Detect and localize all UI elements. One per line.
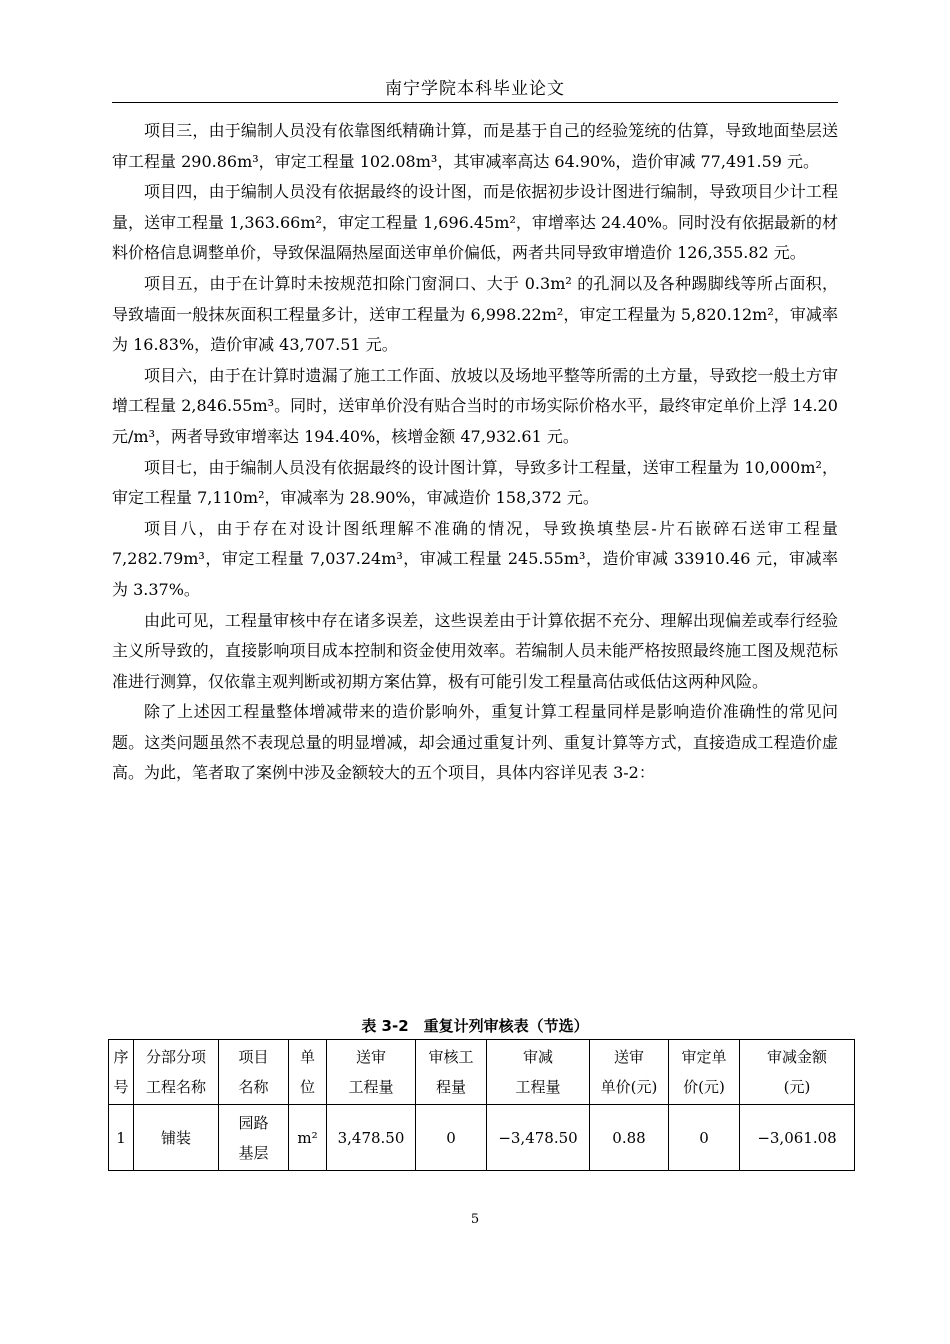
- running-header: 南宁学院本科毕业论文: [385, 79, 565, 99]
- body-text: [112, 116, 838, 789]
- paragraph-project-6: 项目六，由于在计算时遗漏了施工工作面、放坡以及场地平整等所需的土方量，导致挖一般土方审增工程量 2,846.55m³。同时，送审单价没有贴合当时的市场实际价格水平，最终审定单价上浮 14.20 元/m³，两者导致审增率达 194.40%，核增金额 47,932.61 元。: [112, 365, 838, 446]
- header-reduced-qty: 审减 工程量: [487, 1040, 590, 1105]
- cell-reduced-qty: −3,478.50: [487, 1105, 590, 1171]
- header-item-name: 项目 名称: [219, 1040, 289, 1105]
- paragraph-project-3: 项目三，由于编制人员没有依靠图纸精确计算，而是基于自己的经验笼统的估算，导致地面垫层送审工程量 290.86m³，审定工程量 102.08m³，其审减率高达 64.90%，造价审减 77,491.59 元。: [112, 121, 838, 171]
- cell-division-name: 铺装: [134, 1105, 219, 1171]
- paragraph-project-5: 项目五，由于在计算时未按规范扣除门窗洞口、大于 0.3m² 的孔洞以及各种踢脚线等所占面积，导致墙面一般抹灰面积工程量多计，送审工程量为 6,998.22m²，审定工程量为 5,820.12m²，审减率为 16.83%，造价审减 43,707.51 元。: [112, 273, 838, 355]
- header-audited-qty: 审核工 程量: [416, 1040, 487, 1105]
- cell-submitted-qty: 3,478.50: [327, 1105, 416, 1171]
- paragraph-project-7: 项目七，由于编制人员没有依据最终的设计图计算，导致多计工程量，送审工程量为 10,000m²，审定工程量 7,110m²，审减率为 28.90%，审减造价 158,372 元。: [112, 457, 838, 508]
- header-reduced-amount: 审减金额 (元): [740, 1040, 855, 1105]
- paragraph-project-4: 项目四，由于编制人员没有依据最终的设计图，而是依据初步设计图进行编制，导致项目少计工程量，送审工程量 1,363.66m²，审定工程量 1,696.45m²，审增率达 24.40%。同时没有依据最新的材料价格信息调整单价，导致保温隔热屋面送审单价偏低，两者共同导致审增造价 126,355.82 元。: [112, 182, 838, 263]
- header-divider: [112, 102, 838, 103]
- paragraph-project-8: 项目八，由于存在对设计图纸理解不准确的情况，导致换填垫层-片石嵌碎石送审工程量 7,282.79m³，审定工程量 7,037.24m³，审减工程量 245.55m³，造价审减 33910.46 元，审减率为 3.37%。: [112, 518, 838, 599]
- cell-unit: m²: [289, 1105, 327, 1171]
- header-submitted-qty: 送审 工程量: [327, 1040, 416, 1105]
- cell-audited-qty: 0: [416, 1105, 487, 1171]
- paragraph-summary: 由此可见，工程量审核中存在诸多误差，这些误差由于计算依据不充分、理解出现偏差或奉行经验主义所导致的，直接影响项目成本控制和资金使用效率。若编制人员未能严格按照最终施工图及规范标准进行测算，仅依靠主观判断或初期方案估算，极有可能引发工程量高估或低估这两种风险。: [112, 610, 838, 691]
- table-row: [109, 1105, 855, 1171]
- cell-seq: 1: [109, 1105, 134, 1171]
- duplicate-listing-review-table: [108, 1039, 855, 1171]
- cell-approved-price: 0: [669, 1105, 740, 1171]
- header-unit: 单 位: [289, 1040, 327, 1105]
- table-header-row: [109, 1040, 855, 1105]
- table-caption: 表 3-2 重复计列审核表（节选）: [361, 1017, 589, 1035]
- paragraph-duplicate-calc: 除了上述因工程量整体增减带来的造价影响外，重复计算工程量同样是影响造价准确性的常见问题。这类问题虽然不表现总量的明显增减，却会通过重复计列、重复计算等方式，直接造成工程造价虚高。为此，笔者取了案例中涉及金额较大的五个项目，具体内容详见表 3-2：: [112, 702, 838, 783]
- header-division-name: 分部分项 工程名称: [134, 1040, 219, 1105]
- page-number: 5: [470, 1212, 480, 1227]
- header-approved-price: 审定单 价(元): [669, 1040, 740, 1105]
- cell-submitted-price: 0.88: [590, 1105, 669, 1171]
- cell-item-name: 园路 基层: [219, 1105, 289, 1171]
- cell-reduced-amount: −3,061.08: [740, 1105, 855, 1171]
- header-seq: 序 号: [109, 1040, 134, 1105]
- header-submitted-price: 送审 单价(元): [590, 1040, 669, 1105]
